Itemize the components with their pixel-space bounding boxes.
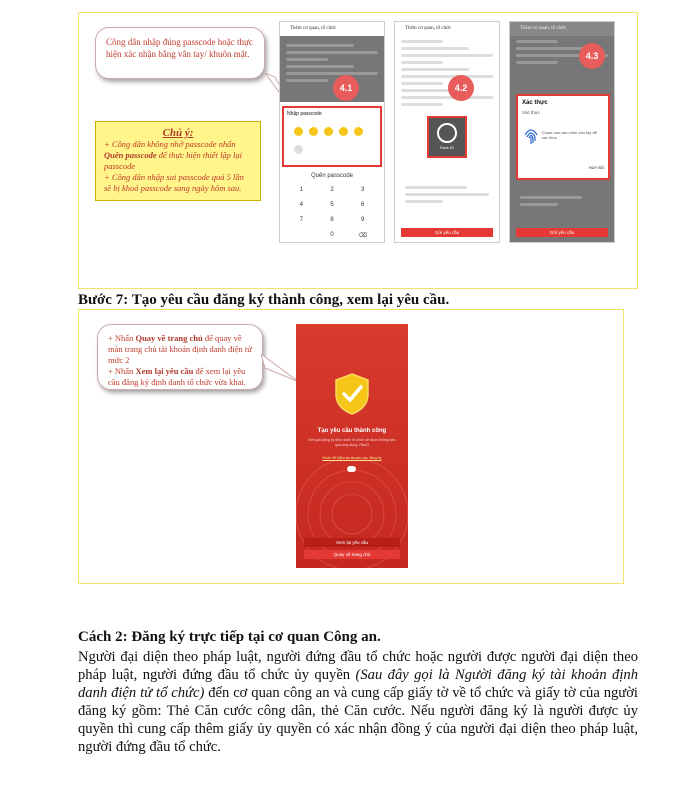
callout-review-line: + Nhấn Xem lại yêu cầu để xem lại yêu cầu đăng ký định danh tổ chức vừa khai. xyxy=(108,366,246,387)
step-badge-4-2: 4.2 xyxy=(448,75,474,101)
passcode-dot xyxy=(324,127,333,136)
send-request-button-3[interactable]: Gửi yêu cầu xyxy=(516,228,608,237)
method2-heading: Cách 2: Đăng ký trực tiếp tại cơ quan Công an. xyxy=(78,629,381,645)
send-request-button-2[interactable]: Gửi yêu cầu xyxy=(401,228,493,237)
fingerprint-icon xyxy=(522,125,538,145)
callout-passcode xyxy=(95,27,265,79)
step-badge-4-1: 4.1 xyxy=(333,75,359,101)
key-3[interactable]: 3 xyxy=(360,187,365,193)
faceid-label: Face ID xyxy=(439,145,454,150)
verify-title: Xác thực xyxy=(522,100,548,106)
key-1[interactable]: 1 xyxy=(299,187,303,193)
hand-icon xyxy=(347,466,356,472)
passcode-dot xyxy=(354,127,363,136)
key-9[interactable]: 9 xyxy=(360,217,365,223)
step-badge-4-3: 4.3 xyxy=(579,43,605,69)
phone-success xyxy=(296,324,408,568)
backspace-icon[interactable]: ⌫ xyxy=(358,233,367,239)
keypad xyxy=(280,183,384,243)
passcode-dot xyxy=(294,127,303,136)
key-6[interactable]: 6 xyxy=(360,202,365,208)
success-check-link[interactable]: Nhấn để kiểm tra lại yêu cầu đăng ký xyxy=(322,456,382,460)
verify-sub: Xác thực xyxy=(522,110,541,115)
faceid-icon xyxy=(437,123,457,143)
note-title: Chú ý: xyxy=(162,127,194,139)
note-box xyxy=(95,121,261,201)
key-0[interactable]: 0 xyxy=(330,232,334,238)
callout-step7 xyxy=(97,324,263,390)
key-4[interactable]: 4 xyxy=(299,202,303,208)
passcode-dot xyxy=(339,127,348,136)
phone-faceid xyxy=(394,21,500,243)
key-5[interactable]: 5 xyxy=(330,202,334,208)
callout-home-line: + Nhấn Quay về trang chủ để quay về màn trang chủ tài khoản định danh điện tử mức 2 xyxy=(108,333,252,365)
dim-form xyxy=(280,36,384,102)
home-button[interactable]: Quay về trang chủ xyxy=(304,550,400,559)
top-figure xyxy=(78,12,638,289)
passcode-dots xyxy=(287,117,377,162)
passcode-dot xyxy=(309,127,318,136)
review-request-button[interactable]: Xem lại yêu cầu xyxy=(304,538,400,547)
key-2[interactable]: 2 xyxy=(330,187,334,193)
callout-step7-arrow xyxy=(261,354,301,384)
phone-passcode-title: Thêm cơ quan, tổ chức xyxy=(290,26,337,31)
success-shield-icon xyxy=(333,372,371,416)
method2-paragraph: Người đại diện theo pháp luật, người đứng đầu tổ chức hoặc người được người đại diện theo pháp luật, người đứng đầu tổ chức ủy quyền (Sau đây gọi là Người đăng ký tài khoản định danh điện tử tổ chức) đến cơ quan công an và cung cấp giấy tờ về tổ chức và giấy tờ của người đăng ký gồm: Thẻ Căn cước công dân, thẻ Căn cước. Nếu người đăng ký là người được ủy quyền thì cung cấp thêm giấy ủy quyền có xác nhận đồng ý của người đại diện theo pháp luật, người đứng đầu tổ chức. xyxy=(78,649,638,755)
key-8[interactable]: 8 xyxy=(330,217,334,223)
forgot-passcode-link[interactable]: Quên passcode xyxy=(310,173,354,179)
key-7[interactable]: 7 xyxy=(299,217,303,223)
success-subtitle: Kết quả đăng ký định danh tổ chức sẽ được thông báo qua ứng dụng VNeID xyxy=(308,438,396,447)
fingerprint-dialog xyxy=(516,94,610,180)
note-line-1: + Công dân không nhớ passcode nhấn Quên passcode để thực hiện thiết lập lại passcode xyxy=(104,139,243,171)
phone-faceid-title: Thêm cơ quan, tổ chức xyxy=(405,26,452,31)
passcode-label: Nhập passcode xyxy=(287,111,322,117)
passcode-dot-empty xyxy=(294,145,303,154)
step7-heading: Bước 7: Tạo yêu cầu đăng ký thành công, xem lại yêu cầu. xyxy=(78,292,450,308)
phone-fingerprint-title: Thêm cơ quan, tổ chức xyxy=(510,22,614,36)
faceid-box xyxy=(427,116,467,158)
note-line-2: + Công dân nhập sai passcode quá 5 lần sẽ bị khoá passcode sang ngày hôm sau. xyxy=(104,172,244,193)
cancel-button[interactable]: HỦY BỎ xyxy=(588,165,604,170)
phone-passcode xyxy=(279,21,385,243)
success-title: Tạo yêu cầu thành công xyxy=(317,428,387,434)
passcode-box xyxy=(282,106,382,167)
verify-hint: Chạm vào cảm biến vân tay để xác thực xyxy=(541,130,597,140)
step7-figure xyxy=(78,309,624,584)
callout-passcode-text: Công dân nhập đúng passcode hoặc thực hiện xác nhận bằng vân tay/ khuôn mặt. xyxy=(106,37,253,59)
